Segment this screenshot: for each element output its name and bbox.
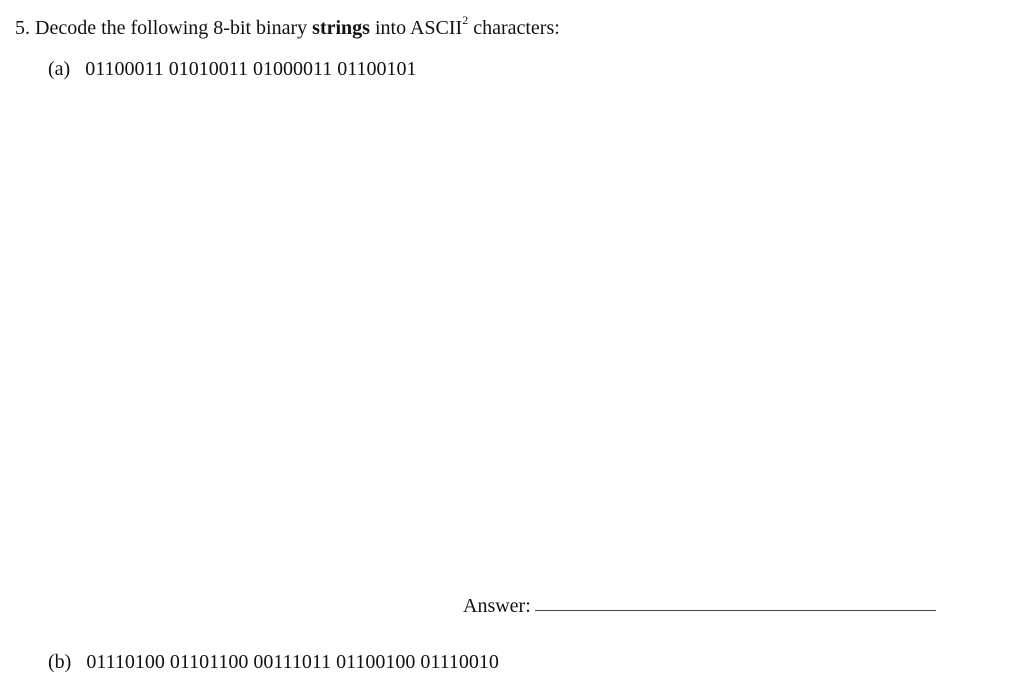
part-b: [48, 648, 499, 676]
part-b-label: (b): [48, 651, 72, 673]
question-bold-word: strings: [312, 17, 370, 39]
question-number: 5.: [15, 17, 30, 39]
footnote-mark: 2: [462, 13, 469, 28]
answer-label: Answer:: [463, 595, 531, 617]
part-a-label: (a): [48, 58, 71, 80]
answer-blank-line[interactable]: [535, 610, 936, 611]
part-a: [48, 55, 417, 83]
question-text-middle: into ASCII: [374, 17, 463, 39]
question-text-before: Decode the following 8-bit binary: [35, 17, 308, 39]
part-a-binary: 01100011 01010011 01000011 01100101: [85, 58, 417, 80]
part-b-binary: 01110100 01101100 00111011 01100100 01110010: [86, 651, 499, 673]
question-text-after: characters:: [473, 17, 560, 39]
question-prompt: [15, 14, 560, 42]
